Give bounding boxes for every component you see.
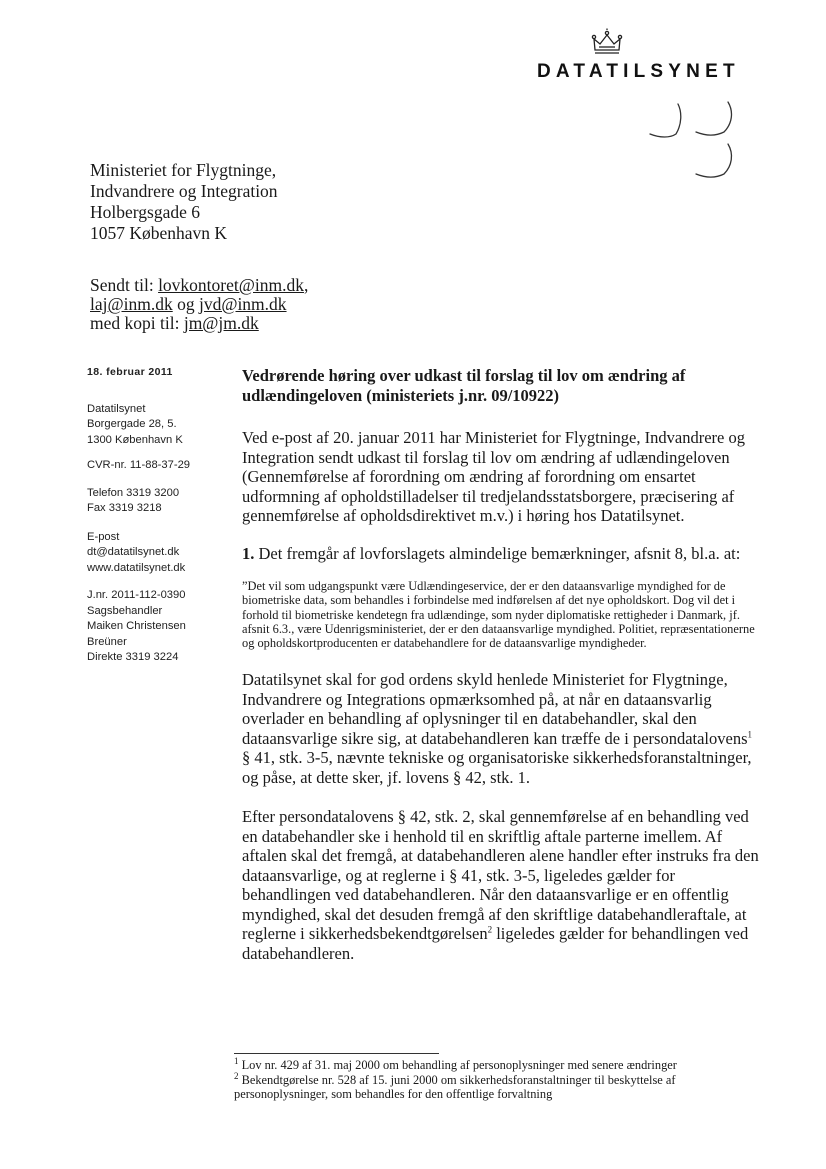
sidebar-line: Fax 3319 3218 [87,502,162,514]
subject-heading: Vedrørende høring over udkast til forslag til lov om ændring af udlændingeloven (ministeriets j.nr. 09/10922) [242,366,686,405]
sidebar-line: Telefon 3319 3200 [87,486,180,499]
email-link[interactable]: jvd@inm.dk [198,294,287,314]
recipient-line: Holbergsgade 6 [90,202,200,222]
copy-to-label: med kopi til: [90,313,184,333]
paragraph: Ved e-post af 20. januar 2011 har Ministeriet for Flygtninge, Indvandrere og Integration sendt udkast til forslag til lov om ændring af udlændingeloven (Gennemførelse af forordning om ændring af forordning om ensartet udformning af opholdstilladelser til tredjelandsstatsborgere, præcisering af gennemførelse af opholdsdirektivet m.v.) i høring hos Datatilsynet. [242,428,745,525]
email-link[interactable]: lovkontoret@inm.dk [158,275,304,295]
sidebar-line: Breüner [87,635,127,648]
recipient-line: Ministeriet for Flygtninge, [90,160,277,180]
separator: , [303,275,309,295]
sender-sidebar [87,365,227,666]
footnote-ref: 1 [747,729,753,740]
sidebar-line: Datatilsynet [87,402,146,415]
quoted-text: ”Det vil som udgangspunkt være Udlændingeservice, der er den dataansvarlige myndighed for de biometriske data, som behandles i forbindelse med indførelsen af det nye opholdskort. Dog vil det i forhold til biometriske kendetegn fra udlændinge, som nyder diplomatiske rettigheder i Danmark, jf. afsnit 6.3., være Udenrigsministeriet, der er den dataansvarlige myndighed. Politiet, repræsentationerne og opholdskortproducenten er databehandlere for de dataansvarlige myndigheder. [242,579,755,651]
recipient-line: Indvandrere og Integration [90,181,278,201]
recipient-address [90,160,278,244]
recipient-line: 1057 København K [90,223,228,243]
footnote-ref: 2 [487,924,493,935]
sent-to-label: Sendt til: [90,275,159,295]
handwritten-marks [620,98,760,183]
paragraph-text: Datatilsynet skal for god ordens skyld henlede Ministeriet for Flygtninge, Indvandrere og Integrations opmærksomhed på, at når en dataansvarlig overlader en behandling af oplysninger til en databehandler, skal den dataansvarlige sikre sig, at databehandleren kan træffe de i persondatalovens [242,670,748,748]
footnotes [234,1055,754,1102]
footnote-text: Lov nr. 429 af 31. maj 2000 om behandling af personoplysninger med senere ændringer [238,1058,677,1072]
section-number: 1. [242,543,255,563]
conjunction: og [172,294,199,314]
paragraph [242,670,762,787]
letter-date: 18. februar 2011 [87,366,173,378]
sidebar-line[interactable]: www.datatilsynet.dk [87,561,186,574]
footnote [234,1070,754,1102]
sent-to-block [90,276,308,333]
email-link[interactable]: jm@jm.dk [183,313,259,333]
footnote [234,1055,754,1073]
sidebar-line: Maiken Christensen [87,620,186,632]
sidebar-line: J.nr. 2011-112-0390 [87,589,186,601]
footnote-number: 2 [234,1070,239,1081]
footnote-text: Bekendtgørelse nr. 528 af 15. juni 2000 om sikkerhedsforanstaltninger til beskyttelse af personoplysninger, som behandles for den offentlige forvaltning [234,1072,676,1101]
letter-body [242,366,762,963]
sidebar-line: Sagsbehandler [87,604,163,617]
footnote-number: 1 [234,1055,239,1066]
logo-text: DATATILSYNET [537,61,740,82]
email-link[interactable]: laj@inm.dk [90,294,173,314]
sidebar-line: Direkte 3319 3224 [87,651,179,663]
paragraph-text: ligeledes gælder for behandlingen ved databehandleren. [242,924,749,963]
paragraph [242,807,762,963]
section-text: Det fremgår af lovforslagets almindelige bemærkninger, afsnit 8, bl.a. at: [254,543,741,563]
footnote-divider [234,1053,439,1054]
sidebar-line: CVR-nr. 11-88-37-29 [87,459,191,471]
section-paragraph [242,544,762,564]
sidebar-line: Borgergade 28, 5. [87,418,177,430]
crown-logo-icon [590,28,624,58]
sidebar-line: 1300 København K [87,433,183,446]
sidebar-line[interactable]: dt@datatilsynet.dk [87,546,180,558]
paragraph-text: Efter persondatalovens § 42, stk. 2, skal gennemførelse af en behandling ved en databehandler ske i henhold til en skriftlig aftale parterne imellem. Af aftalen skal det fremgå, at databehandleren alene handler efter instruks fra den dataansvarlige, og at reglerne i § 41, stk. 3-5, ligeledes gælder for behandlingen ved databehandleren. Når den dataansvarlige er en offentlig myndighed, skal det desuden fremgå af den skriftlige databehandleraftale, at reglerne i sikkerhedsbekendtgørelsen [242,807,759,944]
sidebar-line: E-post [87,530,120,543]
paragraph-text: § 41, stk. 3-5, nævnte tekniske og organisatoriske sikkerhedsforanstaltninger, og påse, at dette sker, jf. lovens § 42, stk. 1. [242,748,752,787]
